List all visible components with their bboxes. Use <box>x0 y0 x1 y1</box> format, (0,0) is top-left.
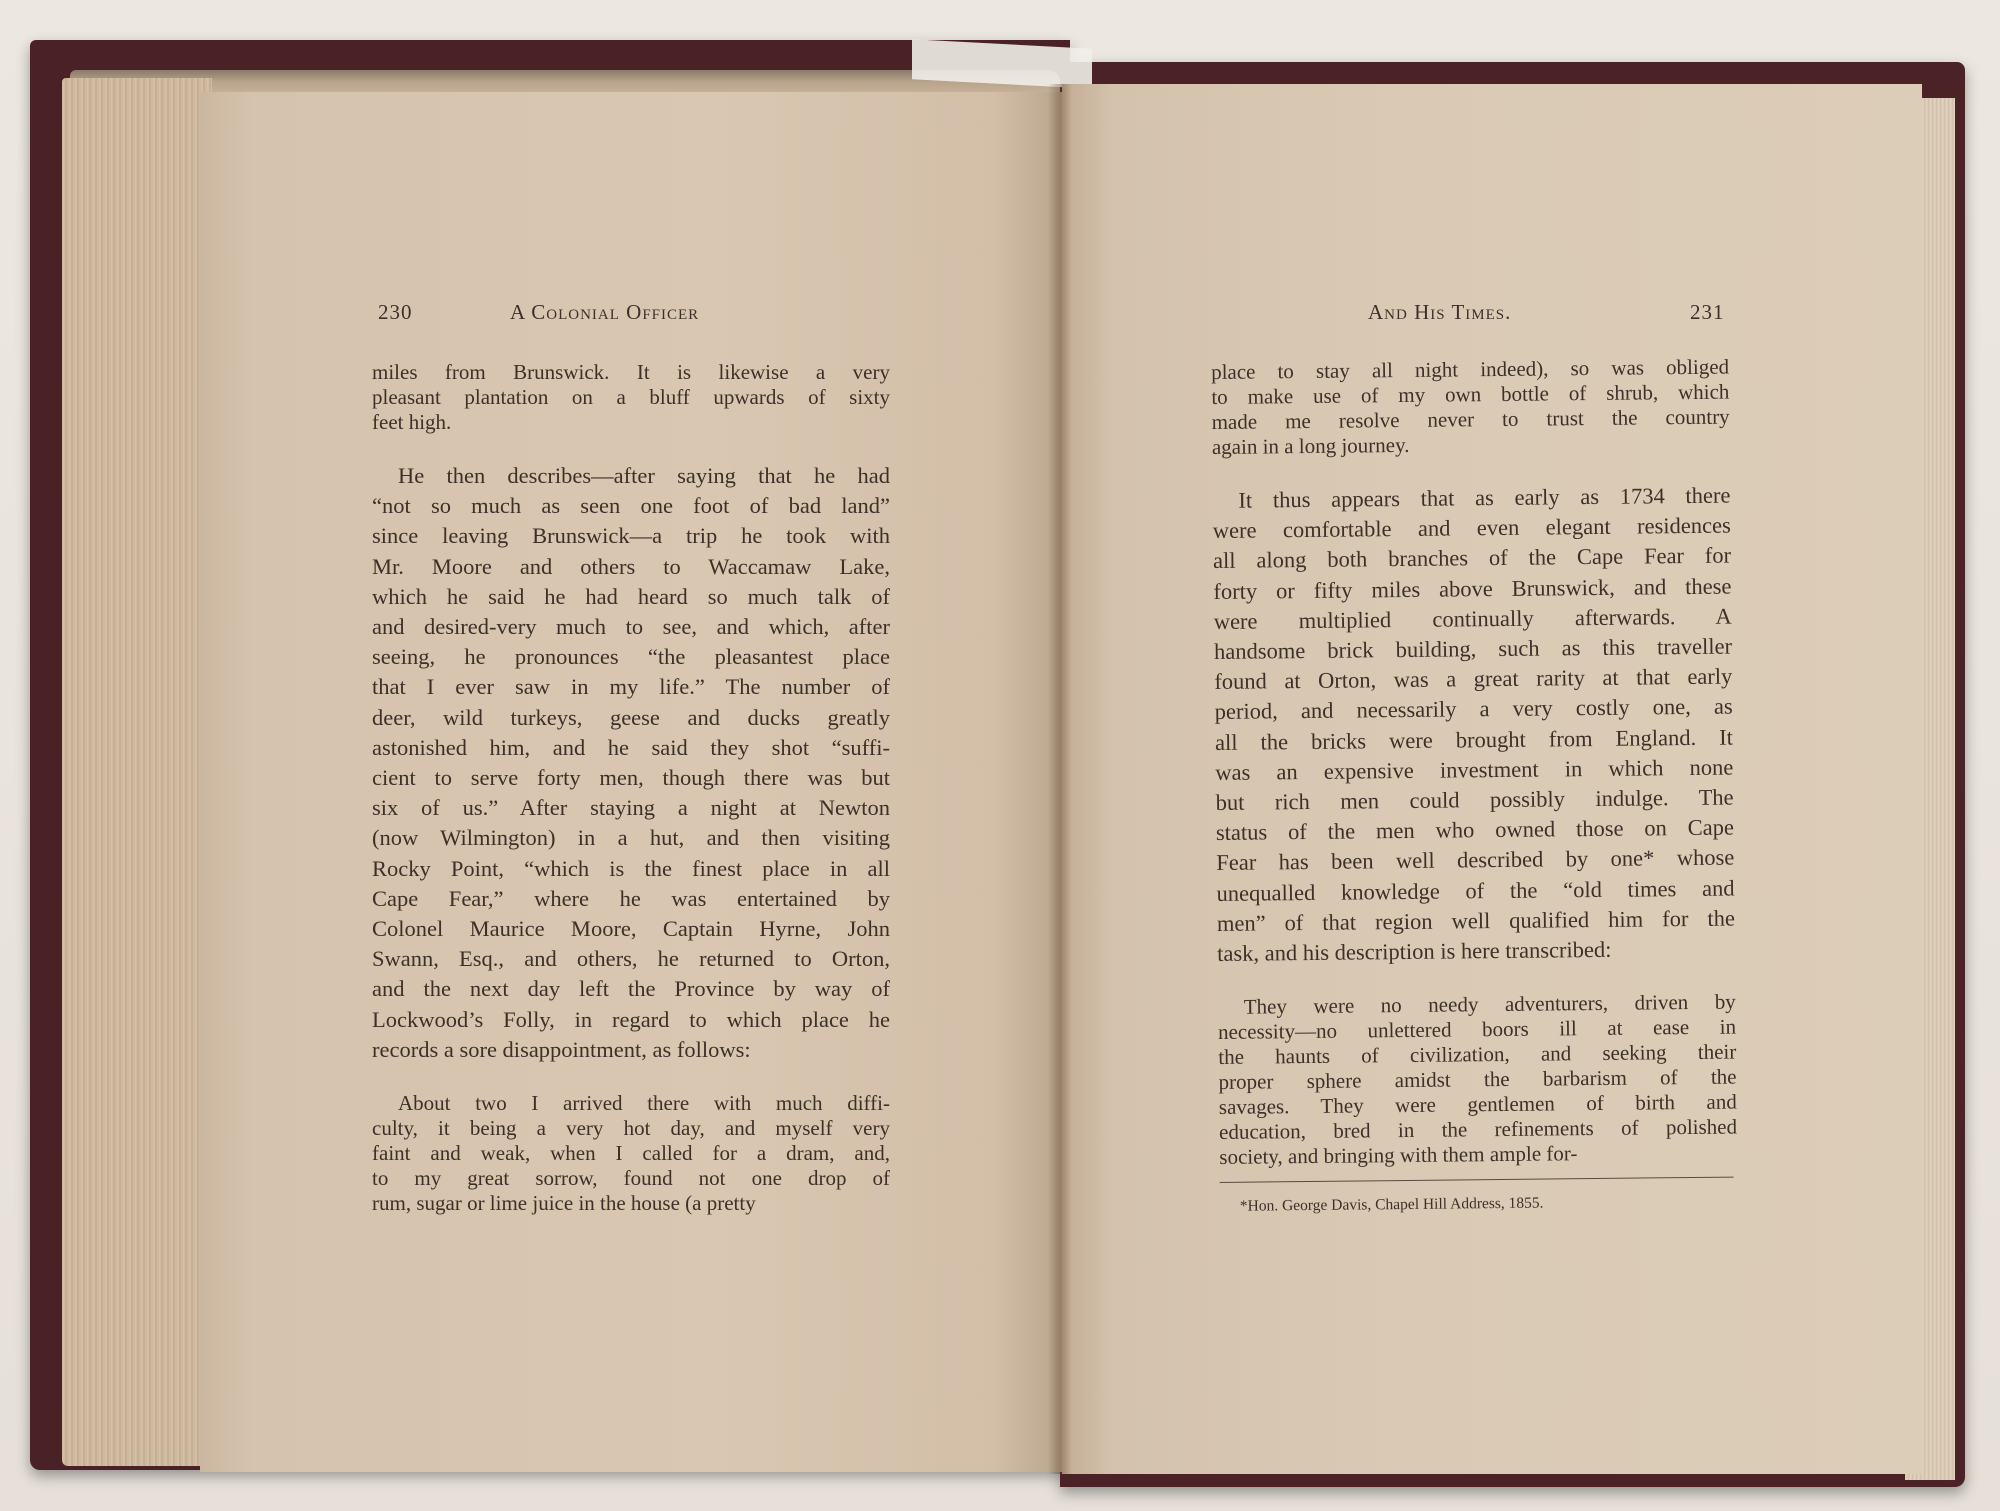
text-line: which he said he had heard so much talk of <box>372 583 890 609</box>
text-line: all the bricks were brought from England. It <box>1214 724 1734 755</box>
text-line: faint and weak, when I called for a dram, and, <box>372 1141 890 1166</box>
text-line: made me resolve never to trust the country <box>1211 404 1730 434</box>
text-line: necessity—no unlettered boors ill at ease in <box>1217 1014 1737 1045</box>
text-line: was an expensive investment in which none <box>1215 754 1734 785</box>
text-line: pleasant plantation on a bluff upwards of sixty <box>372 385 890 409</box>
text-line: They were no needy adventurers, driven by <box>1243 989 1736 1019</box>
text-line: task, and his description is here transcribed: <box>1217 936 1612 967</box>
left-running-head: A Colonial Officer <box>510 300 700 324</box>
book-gutter <box>1048 84 1072 1474</box>
text-line: Lockwood’s Folly, in regard to which place he <box>372 1006 890 1032</box>
text-line: feet high. <box>372 410 452 434</box>
text-line: unequalled knowledge of the “old times and <box>1216 875 1735 906</box>
text-line: were multiplied continually afterwards. A <box>1213 603 1732 634</box>
text-line: cient to serve forty men, though there was but <box>372 765 890 791</box>
text-line: It thus appears that as early as 1734 there <box>1238 482 1731 513</box>
right-page-number: 231 <box>1690 300 1725 324</box>
text-line: to my great sorrow, found not one drop of <box>372 1166 890 1191</box>
text-line: period, and necessarily a very costly one, as <box>1214 693 1733 725</box>
left-page-text <box>372 360 890 1216</box>
page-stack-left <box>62 78 212 1466</box>
text-line: About two I arrived there with much diffi- <box>398 1091 890 1116</box>
body-paragraph <box>372 461 890 1065</box>
left-page-number: 230 <box>378 300 413 324</box>
paragraph-gap <box>372 1065 890 1091</box>
text-line: Mr. Moore and others to Waccamaw Lake, <box>372 553 890 579</box>
paragraph-gap <box>372 435 890 461</box>
text-line: all along both branches of the Cape Fear for <box>1212 542 1732 574</box>
text-line: and desired-very much to see, and which, after <box>372 614 890 640</box>
text-line: status of the men who owned those on Cape <box>1215 814 1735 846</box>
text-line: Swann, Esq., and others, he returned to Orton, <box>372 946 890 972</box>
text-line: “not so much as seen one foot of bad land” <box>372 493 890 519</box>
right-running-head: And His Times. <box>1368 300 1512 324</box>
text-line: again in a long journey. <box>1211 432 1410 459</box>
text-line: society, and bringing with them ample for- <box>1219 1141 1578 1170</box>
text-line: that I ever saw in my life.” The number of <box>372 674 890 700</box>
text-line: to make use of my own bottle of shrub, which <box>1211 379 1730 409</box>
text-line: culty, it being a very hot day, and myself very <box>372 1116 890 1141</box>
text-line: seeing, he pronounces “the pleasantest place <box>372 644 890 670</box>
text-line: were comfortable and even elegant residences <box>1212 512 1731 544</box>
text-line: astonished him, and he said they shot “suffi- <box>372 734 890 760</box>
text-line: and the next day left the Province by way of <box>372 976 890 1002</box>
text-line: Colonel Maurice Moore, Captain Hyrne, John <box>372 916 890 942</box>
text-line: men” of that region well qualified him for the <box>1216 905 1736 936</box>
text-line: Rocky Point, “which is the finest place in all <box>372 855 890 881</box>
text-line: records a sore disappointment, as follows: <box>372 1036 751 1062</box>
text-line: Fear has been well described by one* whose <box>1216 844 1735 876</box>
text-line: deer, wild turkeys, geese and ducks greatly <box>372 704 890 730</box>
text-line: six of us.” After staying a night at Newton <box>372 795 890 821</box>
body-paragraph <box>1212 481 1735 970</box>
text-line: education, bred in the refinements of polished <box>1218 1114 1738 1145</box>
footnote-rule <box>1220 1177 1734 1183</box>
text-line: (now Wilmington) in a hut, and then visiting <box>372 825 890 851</box>
text-line: the haunts of civilization, and seeking their <box>1218 1039 1737 1070</box>
quoted-paragraph <box>372 1091 890 1216</box>
text-line: but rich men could possibly indulge. The <box>1215 784 1734 816</box>
text-line: found at Orton, was a great rarity at that early <box>1214 663 1733 695</box>
text-line: proper sphere amidst the barbarism of the <box>1218 1064 1737 1095</box>
text-line: Cape Fear,” where he was entertained by <box>372 885 890 911</box>
quoted-paragraph <box>1218 990 1738 1170</box>
text-line: since leaving Brunswick—a trip he took with <box>372 523 890 549</box>
right-page-text <box>1211 355 1738 1218</box>
footnote: *Hon. George Davis, Chapel Hill Address, 1855. <box>1239 1194 1544 1215</box>
text-line: place to stay all night indeed), so was obliged <box>1211 354 1730 384</box>
text-line: rum, sugar or lime juice in the house (a pretty <box>372 1191 756 1216</box>
text-line: forty or fifty miles above Brunswick, and these <box>1213 573 1732 604</box>
text-line: handsome brick building, such as this traveller <box>1213 633 1733 664</box>
quoted-paragraph <box>372 360 890 435</box>
text-line: savages. They were gentlemen of birth and <box>1218 1089 1737 1120</box>
text-line: miles from Brunswick. It is likewise a very <box>372 360 890 384</box>
text-line: He then describes—after saying that he had <box>398 463 890 488</box>
quoted-paragraph <box>1211 355 1730 460</box>
